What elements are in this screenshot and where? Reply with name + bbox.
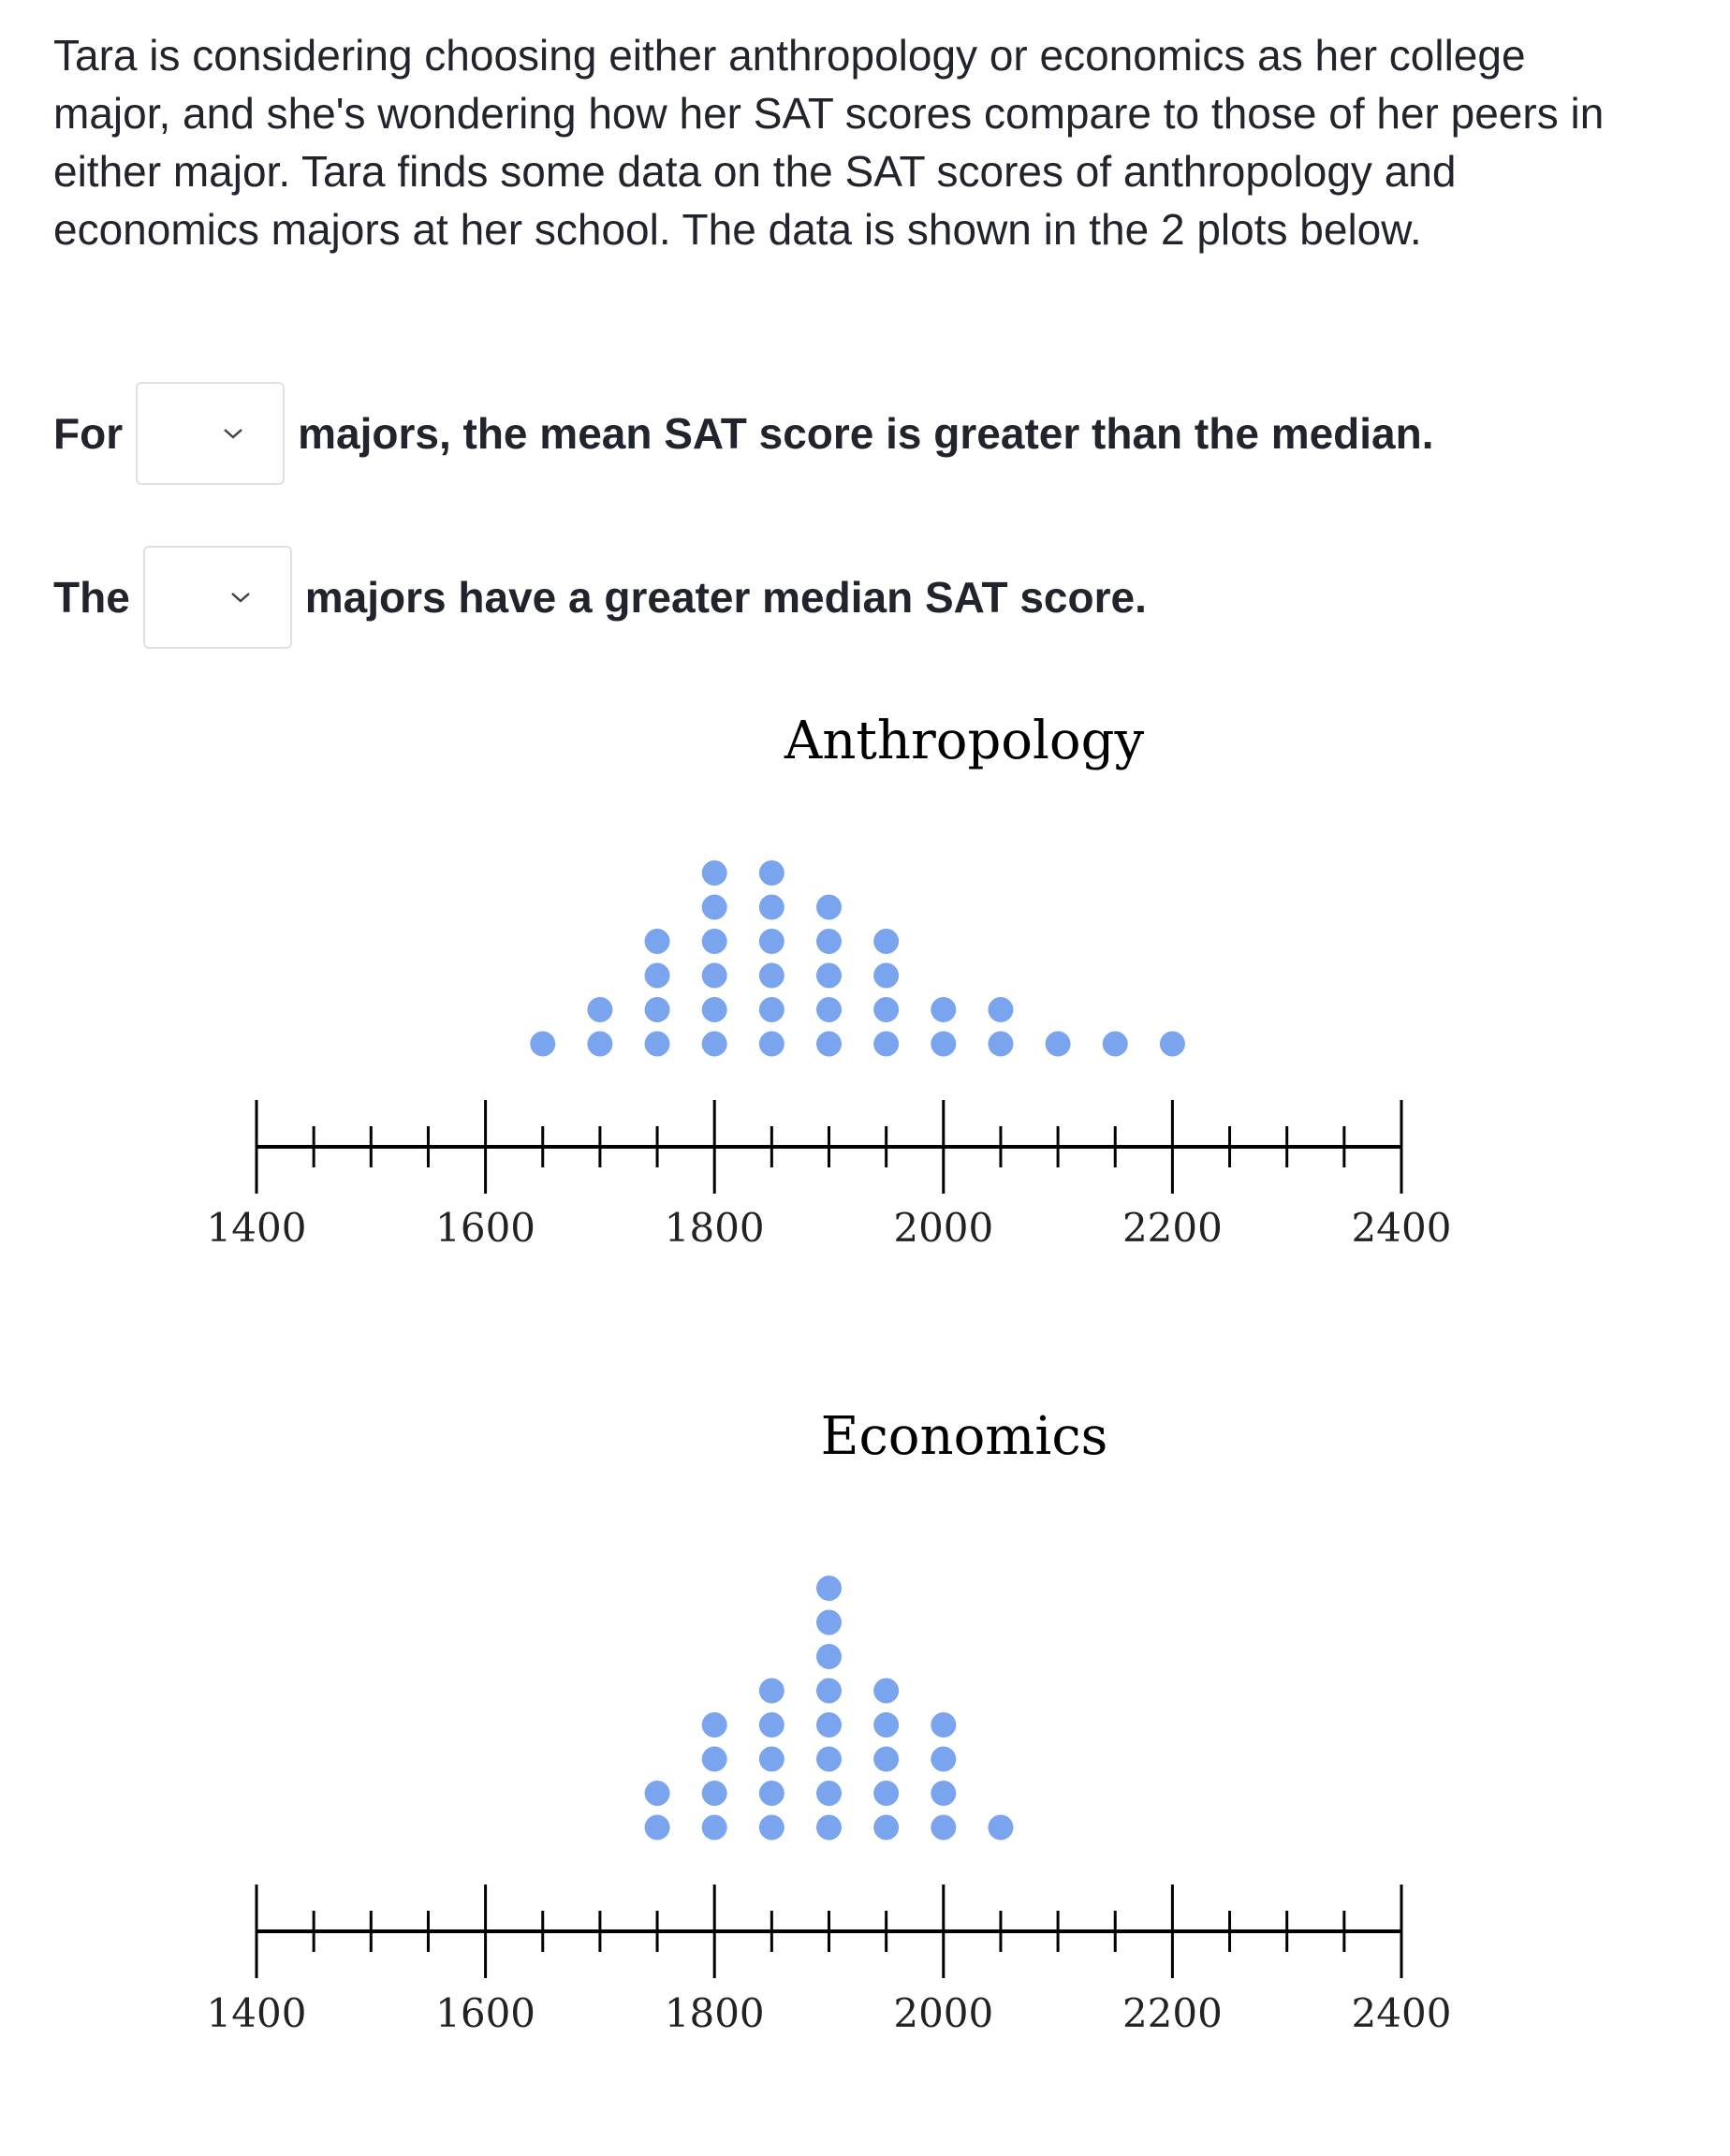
- data-dot: [759, 895, 784, 920]
- data-dot: [645, 963, 670, 989]
- tick-label: 2400: [1351, 1990, 1452, 2036]
- data-dot: [816, 1747, 842, 1772]
- data-dot: [702, 929, 727, 954]
- data-dot: [931, 1712, 956, 1738]
- data-dot: [988, 1815, 1013, 1841]
- data-dot: [759, 963, 784, 989]
- data-dot: [645, 997, 670, 1022]
- data-dot: [759, 929, 784, 954]
- data-dot: [816, 1815, 842, 1841]
- tick-label: 1400: [206, 1205, 307, 1251]
- data-dot: [759, 1032, 784, 1057]
- data-dot: [759, 1747, 784, 1772]
- data-dot: [759, 1712, 784, 1738]
- anthropology-dot-plot: [0, 683, 1730, 1251]
- data-dot: [645, 1032, 670, 1057]
- data-dot: [702, 895, 727, 920]
- data-dot: [816, 1032, 842, 1057]
- data-dot: [816, 1610, 842, 1635]
- tick-label: 1600: [435, 1990, 536, 2036]
- data-dot: [587, 1032, 612, 1057]
- chart-title: Anthropology: [784, 711, 1145, 771]
- data-dot: [873, 963, 899, 989]
- data-dot: [931, 1032, 956, 1057]
- data-dot: [702, 1747, 727, 1772]
- tick-label: 1800: [664, 1990, 765, 2036]
- data-dot: [873, 1781, 899, 1806]
- data-dot: [645, 1781, 670, 1806]
- data-dot: [1103, 1032, 1128, 1057]
- data-dot: [816, 1781, 842, 1806]
- data-dot: [816, 1679, 842, 1704]
- data-dot: [931, 997, 956, 1022]
- data-dot: [816, 1644, 842, 1669]
- data-dot: [702, 997, 727, 1022]
- data-dot: [702, 1712, 727, 1738]
- tick-label: 2000: [893, 1205, 994, 1251]
- data-dot: [816, 895, 842, 920]
- data-dot: [1046, 1032, 1071, 1057]
- data-dot: [702, 860, 727, 886]
- data-dot: [702, 1815, 727, 1841]
- data-dot: [587, 997, 612, 1022]
- data-dot: [873, 1747, 899, 1772]
- data-dot: [759, 997, 784, 1022]
- chart-title: Economics: [820, 1406, 1108, 1467]
- q2-suffix: majors have a greater median SAT score.: [304, 573, 1147, 622]
- data-dot: [873, 1032, 899, 1057]
- data-dot: [931, 1815, 956, 1841]
- problem-intro: Tara is considering choosing either anthropology or economics as her college major, and she's wondering how her SAT scores compare to those of her peers in either major. Tara finds some data on the SAT scores of anthropology and economics majors at her school. The data is shown in the 2 plots below.: [53, 31, 1605, 254]
- tick-label: 1400: [206, 1990, 307, 2036]
- q1-suffix: majors, the mean SAT score is greater than the median.: [298, 409, 1434, 458]
- data-dot: [759, 1679, 784, 1704]
- data-dot: [530, 1032, 555, 1057]
- data-dot: [873, 997, 899, 1022]
- data-dot: [702, 963, 727, 989]
- data-dot: [1160, 1032, 1185, 1057]
- tick-label: 2200: [1122, 1990, 1223, 2036]
- chevron-down-icon: [227, 588, 255, 607]
- data-dot: [988, 997, 1013, 1022]
- data-dot: [702, 1032, 727, 1057]
- data-dot: [702, 1781, 727, 1806]
- q2-prefix: The: [53, 573, 130, 622]
- tick-label: 2000: [893, 1990, 994, 2036]
- data-dot: [816, 929, 842, 954]
- data-dot: [759, 1815, 784, 1841]
- tick-label: 2400: [1351, 1205, 1452, 1251]
- tick-label: 1800: [664, 1205, 765, 1251]
- data-dot: [873, 1815, 899, 1841]
- q2-major-dropdown[interactable]: [143, 546, 292, 649]
- data-dot: [759, 860, 784, 886]
- data-dot: [816, 1712, 842, 1738]
- data-dot: [873, 1712, 899, 1738]
- economics-dot-plot: [0, 1398, 1730, 2036]
- data-dot: [816, 963, 842, 989]
- data-dot: [759, 1781, 784, 1806]
- tick-label: 2200: [1122, 1205, 1223, 1251]
- q1-major-dropdown[interactable]: [136, 382, 285, 485]
- chevron-down-icon: [219, 424, 247, 443]
- data-dot: [931, 1747, 956, 1772]
- data-dot: [645, 929, 670, 954]
- tick-label: 1600: [435, 1205, 536, 1251]
- data-dot: [645, 1815, 670, 1841]
- data-dot: [873, 929, 899, 954]
- data-dot: [873, 1679, 899, 1704]
- data-dot: [816, 997, 842, 1022]
- data-dot: [931, 1781, 956, 1806]
- question-1: [53, 382, 1434, 485]
- data-dot: [816, 1576, 842, 1601]
- data-dot: [988, 1032, 1013, 1057]
- question-2: [53, 546, 1147, 649]
- q1-prefix: For: [53, 409, 124, 458]
